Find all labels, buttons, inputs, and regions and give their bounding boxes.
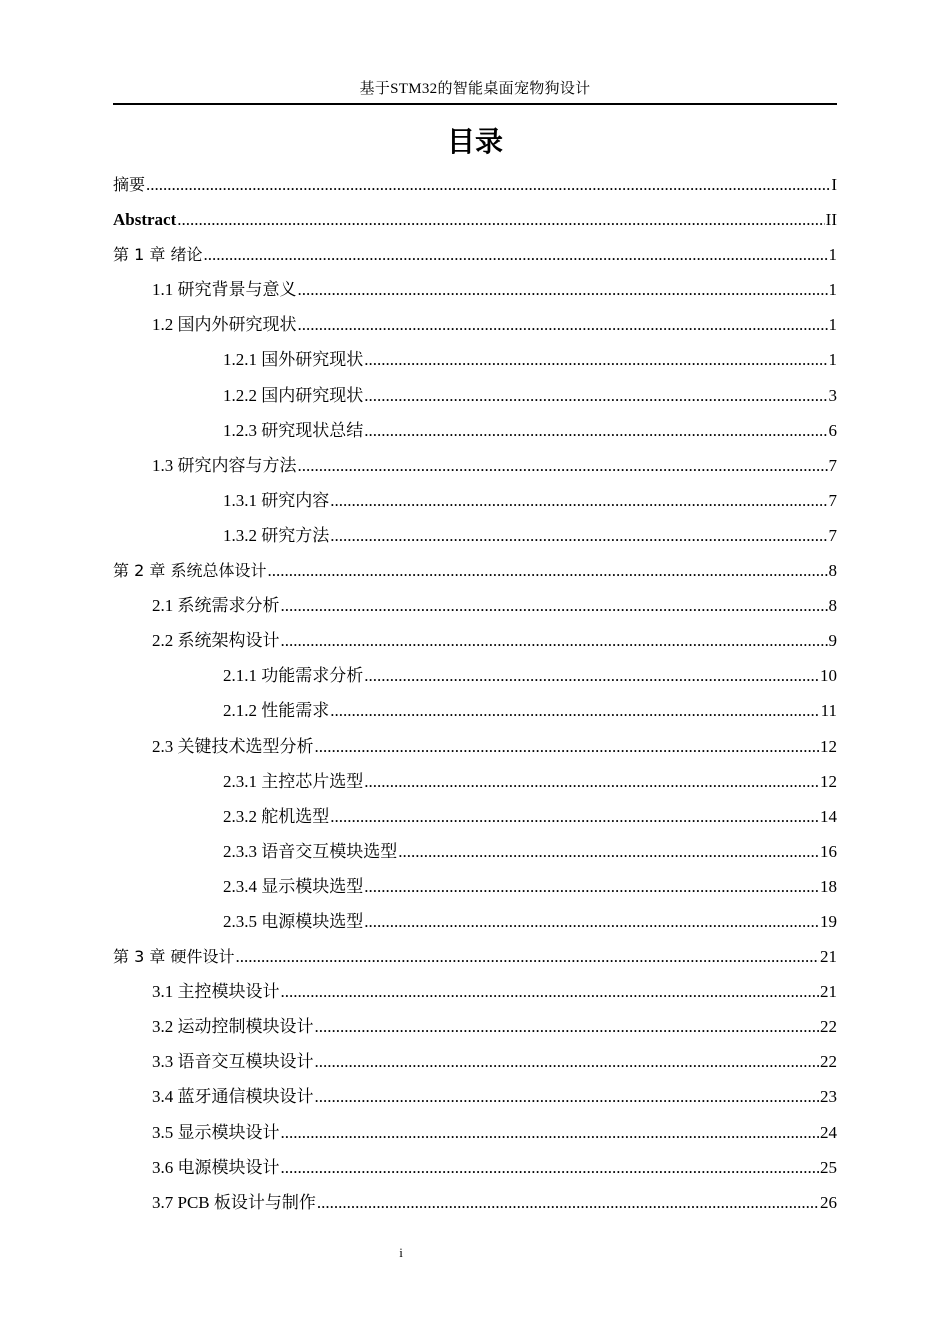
toc-dot-leader <box>315 1009 820 1044</box>
toc-title: 目录 <box>446 125 503 158</box>
toc-entry[interactable] <box>113 237 837 272</box>
toc-entry-title: 1.2.3 研究现状总结 <box>223 420 364 440</box>
toc-entry-title: 2.3.3 语音交互模块选型 <box>223 841 398 861</box>
toc-entry-title: 2.3.4 显示模块选型 <box>223 876 364 896</box>
toc-entry-title: 2.3.5 电源模块选型 <box>223 911 364 931</box>
toc-entry[interactable] <box>113 307 837 342</box>
toc-entry-title: 2.1.2 性能需求 <box>223 701 330 721</box>
toc-entry-title: 2.2 系统架构设计 <box>152 631 280 651</box>
toc-entry-title: 3.7 PCB 板设计与制作 <box>152 1192 316 1212</box>
toc-entry[interactable] <box>113 1009 837 1044</box>
toc-entry-page: 19 <box>820 911 837 931</box>
toc-entry-page: 7 <box>828 525 837 545</box>
toc-dot-leader <box>298 307 828 342</box>
toc-dot-leader <box>364 342 827 377</box>
toc-entry-title: 3.4 蓝牙通信模块设计 <box>152 1087 314 1107</box>
toc-entry[interactable] <box>113 202 837 237</box>
toc-entry-title: 1.3.2 研究方法 <box>223 525 330 545</box>
toc-entry-title: 1.3.1 研究内容 <box>223 490 330 510</box>
toc-entry-page: 11 <box>820 701 837 721</box>
toc-dot-leader <box>364 658 819 693</box>
toc-entry[interactable] <box>113 729 837 764</box>
toc-dot-leader <box>203 237 827 272</box>
toc-entry[interactable] <box>113 904 837 939</box>
toc-entry-title: 3.1 主控模块设计 <box>152 982 280 1002</box>
toc-entry[interactable] <box>113 272 837 307</box>
toc-entry[interactable] <box>113 518 837 553</box>
toc-entry[interactable] <box>113 658 837 693</box>
toc-dot-leader <box>281 1150 820 1185</box>
toc-list <box>113 167 837 1220</box>
toc-entry-title: 第 3 章 硬件设计 <box>113 947 235 967</box>
toc-entry-page: 25 <box>820 1157 837 1177</box>
toc-entry-page: 1 <box>828 315 837 335</box>
toc-dot-leader <box>330 799 819 834</box>
toc-entry[interactable] <box>113 764 837 799</box>
toc-entry-page: 9 <box>828 631 837 651</box>
toc-entry-title: 1.2.2 国内研究现状 <box>223 385 364 405</box>
toc-entry[interactable] <box>113 413 837 448</box>
running-header: 基于STM32的智能桌面宠物狗设计 <box>359 81 591 97</box>
toc-entry-page: 12 <box>820 736 837 756</box>
toc-dot-leader <box>315 1044 820 1079</box>
toc-entry-page: 1 <box>828 350 837 370</box>
page-number: i <box>399 1245 403 1260</box>
toc-dot-leader <box>315 1079 820 1114</box>
toc-entry[interactable] <box>113 834 837 869</box>
toc-entry-page: 14 <box>820 806 837 826</box>
toc-entry-page: 3 <box>828 385 837 405</box>
toc-entry[interactable] <box>113 588 837 623</box>
toc-dot-leader <box>315 729 820 764</box>
toc-dot-leader <box>364 764 819 799</box>
toc-entry[interactable] <box>113 553 837 588</box>
toc-entry-title: 第 1 章 绪论 <box>113 245 203 265</box>
toc-dot-leader <box>177 202 824 237</box>
toc-entry[interactable] <box>113 623 837 658</box>
toc-entry[interactable] <box>113 1185 837 1220</box>
toc-entry[interactable] <box>113 1044 837 1079</box>
toc-entry-title: 摘要 <box>113 175 146 194</box>
toc-dot-leader <box>364 904 819 939</box>
toc-entry-page: 22 <box>820 1017 837 1037</box>
toc-entry[interactable] <box>113 939 837 974</box>
toc-entry-page: I <box>831 175 837 194</box>
toc-entry[interactable] <box>113 974 837 1009</box>
toc-entry[interactable] <box>113 448 837 483</box>
toc-entry-title: 3.6 电源模块设计 <box>152 1157 280 1177</box>
toc-dot-leader <box>298 272 828 307</box>
toc-entry-page: 24 <box>820 1122 837 1142</box>
toc-dot-leader <box>364 869 819 904</box>
toc-dot-leader <box>330 483 827 518</box>
toc-entry-title: 1.1 研究背景与意义 <box>152 280 297 300</box>
toc-entry-title: 第 2 章 系统总体设计 <box>113 561 267 581</box>
toc-entry[interactable] <box>113 483 837 518</box>
toc-entry-page: 23 <box>820 1087 837 1107</box>
toc-entry-title: Abstract <box>113 210 177 230</box>
toc-entry[interactable] <box>113 1150 837 1185</box>
toc-dot-leader <box>330 693 819 728</box>
toc-entry-title: 2.3.2 舵机选型 <box>223 806 330 826</box>
toc-entry-page: 6 <box>828 420 837 440</box>
toc-dot-leader <box>364 378 827 413</box>
toc-entry-title: 3.3 语音交互模块设计 <box>152 1052 314 1072</box>
toc-entry[interactable] <box>113 1079 837 1114</box>
toc-dot-leader <box>398 834 819 869</box>
toc-dot-leader <box>364 413 827 448</box>
toc-entry[interactable] <box>113 869 837 904</box>
toc-entry-page: 8 <box>828 561 837 581</box>
toc-dot-leader <box>281 1115 820 1150</box>
toc-entry-page: 21 <box>820 982 837 1002</box>
toc-entry-page: 8 <box>828 596 837 616</box>
toc-entry-page: 1 <box>828 245 837 265</box>
toc-entry-title: 1.3 研究内容与方法 <box>152 455 297 475</box>
toc-dot-leader <box>235 939 819 974</box>
toc-entry-page: 18 <box>820 876 837 896</box>
toc-entry-title: 3.5 显示模块设计 <box>152 1122 280 1142</box>
toc-entry-page: 26 <box>820 1192 837 1212</box>
toc-dot-leader <box>146 167 830 202</box>
toc-entry-title: 3.2 运动控制模块设计 <box>152 1017 314 1037</box>
toc-entry-page: II <box>825 210 837 230</box>
toc-entry-title: 2.3.1 主控芯片选型 <box>223 771 364 791</box>
toc-entry-page: 7 <box>828 490 837 510</box>
toc-dot-leader <box>281 588 828 623</box>
toc-entry-page: 10 <box>820 666 837 686</box>
toc-entry-page: 16 <box>820 841 837 861</box>
toc-entry[interactable] <box>113 378 837 413</box>
toc-entry-title: 2.1 系统需求分析 <box>152 596 280 616</box>
toc-dot-leader <box>281 623 828 658</box>
toc-entry-page: 12 <box>820 771 837 791</box>
toc-dot-leader <box>330 518 827 553</box>
toc-entry[interactable] <box>113 1115 837 1150</box>
toc-entry-page: 1 <box>828 280 837 300</box>
toc-entry-title: 1.2 国内外研究现状 <box>152 315 297 335</box>
toc-dot-leader <box>267 553 827 588</box>
toc-entry[interactable] <box>113 342 837 377</box>
toc-entry[interactable] <box>113 167 837 202</box>
toc-entry-page: 7 <box>828 455 837 475</box>
toc-entry-title: 2.1.1 功能需求分析 <box>223 666 364 686</box>
toc-entry[interactable] <box>113 693 837 728</box>
toc-entry-title: 1.2.1 国外研究现状 <box>223 350 364 370</box>
header-divider <box>113 103 837 105</box>
toc-entry[interactable] <box>113 799 837 834</box>
toc-entry-page: 22 <box>820 1052 837 1072</box>
toc-dot-leader <box>281 974 820 1009</box>
toc-dot-leader <box>317 1185 819 1220</box>
toc-dot-leader <box>298 448 828 483</box>
toc-entry-page: 21 <box>820 947 837 967</box>
toc-entry-title: 2.3 关键技术选型分析 <box>152 736 314 756</box>
